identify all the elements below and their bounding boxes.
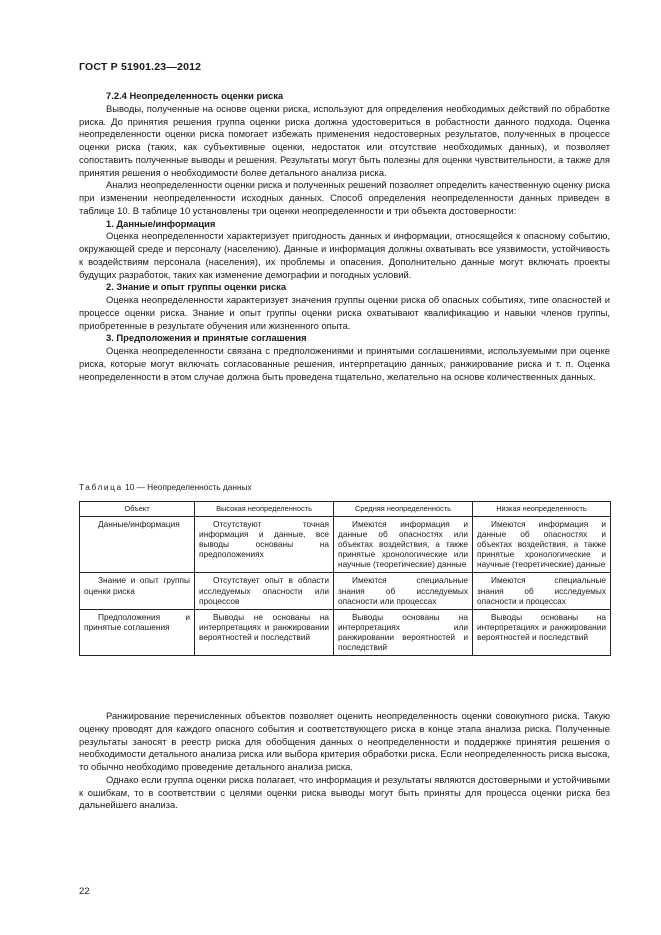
table-cell: Имеются информация и данные об опасностях или объектах воздействия, а также принятые хронологические или научные (теоретические) данные [334, 517, 473, 573]
table-row [80, 573, 611, 609]
subheading-1: 1. Данные/информация [106, 217, 216, 229]
table-caption-title: 10 — Неопределенность данных [122, 482, 252, 492]
subparagraph-1: Оценка неопределенности характеризует пригодность данных и информации, относящейся к опасному событию, окружающей среде и персоналу (населению). Данные и информация должны охватывать все уязвимости, устойчивость к воздействиям персонала (населения), их проблемы и опасения. Дополнительно данные могут включать проекты будущих разработок, таких как изменение демографии и погодных условий. [79, 230, 610, 280]
uncertainty-table [79, 501, 611, 656]
subparagraph-2: Оценка неопределенности характеризует значения группы оценки риска об опасных событиях, типе опасностей и процессе оценки риска. Знание и опыт группы оценки риска охватывают квалификацию и навыки членов группы, приобретенные в результате обучения или жизненного опыта. [79, 294, 610, 331]
section-body [79, 90, 610, 383]
closing-text [79, 710, 610, 812]
paragraph-2: Анализ неопределенности оценки риска и полученных решений позволяет определить качественную оценку риска при изменении неопределенности исходных данных. Способ определения неопределенности данных приведен в таблице 10. В таблице 10 установлены три оценки неопределенности и три объекта достоверности: [79, 179, 610, 216]
table-row [80, 609, 611, 655]
closing-paragraph-2: Однако если группа оценки риска полагает, что информация и результаты являются достоверными и устойчивыми к ошибкам, то в соответствии с целями оценки риска выводы могут быть приняты для процесса оценки риска без дальнейшего анализа. [79, 773, 610, 811]
table-cell: Имеются специальные знания об исследуемых опасности и процессах [473, 573, 611, 609]
paragraph-1: Выводы, полученные на основе оценки риска, используют для определения необходимых действий по обработке риска. До принятия решения группа оценки риска должна удостовериться в робастности данного подхода. Оценка неопределенности оценки риска помогает избежать применения недостоверных результатов, полученных в процессе оценки риска (таких, как субъективные оценки, недостаток или отсутствие необходимых данных), и позволяет сопоставить полученные выводы и решения. Результаты могут быть полезны для оценки чувствительности, а также для принятия решения о необходимости более детального анализа риска. [79, 102, 610, 178]
table-cell: Предположения и принятые соглашения [80, 609, 195, 655]
table-row [80, 517, 611, 573]
table-cell: Выводы основаны на интерпретациях или ранжировании вероятностей и последствий [334, 609, 473, 655]
table-caption-label: Таблица [79, 482, 123, 492]
col-header-object: Объект [80, 502, 195, 517]
table-cell: Отсутствуют точная информация и данные, все выводы основаны на предположениях [195, 517, 334, 573]
table-cell: Имеются информация и данные об опасностях и объектах воздействия, а также принятые хронологические и научные (теоретические) данные [473, 517, 611, 573]
subheading-3: 3. Предположения и принятые соглашения [106, 332, 307, 344]
table-cell: Отсутствует опыт в области исследуемых опасности или процессов [195, 573, 334, 609]
table-header-row [80, 502, 611, 517]
subparagraph-3: Оценка неопределенности связана с предположениями и принятыми соглашениями, используемыми при оценке риска, которые могут включать согласованные решения, интерпретацию данных, ранжирование риска и т. п. Оценка неопределенности в этом случае должна быть проведена тщательно, желательно на основе количественных данных. [79, 345, 610, 382]
closing-paragraph-1: Ранжирование перечисленных объектов позволяет оценить неопределенность оценки совокупного риска. Такую оценку проводят для каждого опасного события и соответствующего риска в конце этапа анализа риска. Полученные результаты заносят в реестр риска для обобщения данных о неопределенности и поддержке принятия решения о необходимости детального анализа риска или выбора критерия обработки риска. Если неопределенность риска высока, то обычно необходимо проведение детального анализа риска. [79, 710, 610, 772]
table-cell: Данные/информация [80, 517, 195, 573]
table-cell: Выводы не основаны на интерпретациях и ранжировании вероятностей и последствий [195, 609, 334, 655]
table-cell: Выводы основаны на интерпретациях и ранжировании вероятностей и последствий [473, 609, 611, 655]
col-header-low: Низкая неопределенность [473, 502, 611, 517]
table-cell: Знание и опыт группы оценки риска [80, 573, 195, 609]
document-header: ГОСТ Р 51901.23—2012 [79, 61, 202, 73]
col-header-medium: Средняя неопределенность [334, 502, 473, 517]
section-heading: 7.2.4 Неопределенность оценки риска [106, 90, 284, 101]
table-caption [79, 482, 252, 492]
table-cell: Имеются специальные знания об исследуемых опасности или процессах [334, 573, 473, 609]
subheading-2: 2. Знание и опыт группы оценки риска [106, 281, 287, 293]
col-header-high: Высокая неопределенность [195, 502, 334, 517]
page-number: 22 [79, 886, 90, 897]
